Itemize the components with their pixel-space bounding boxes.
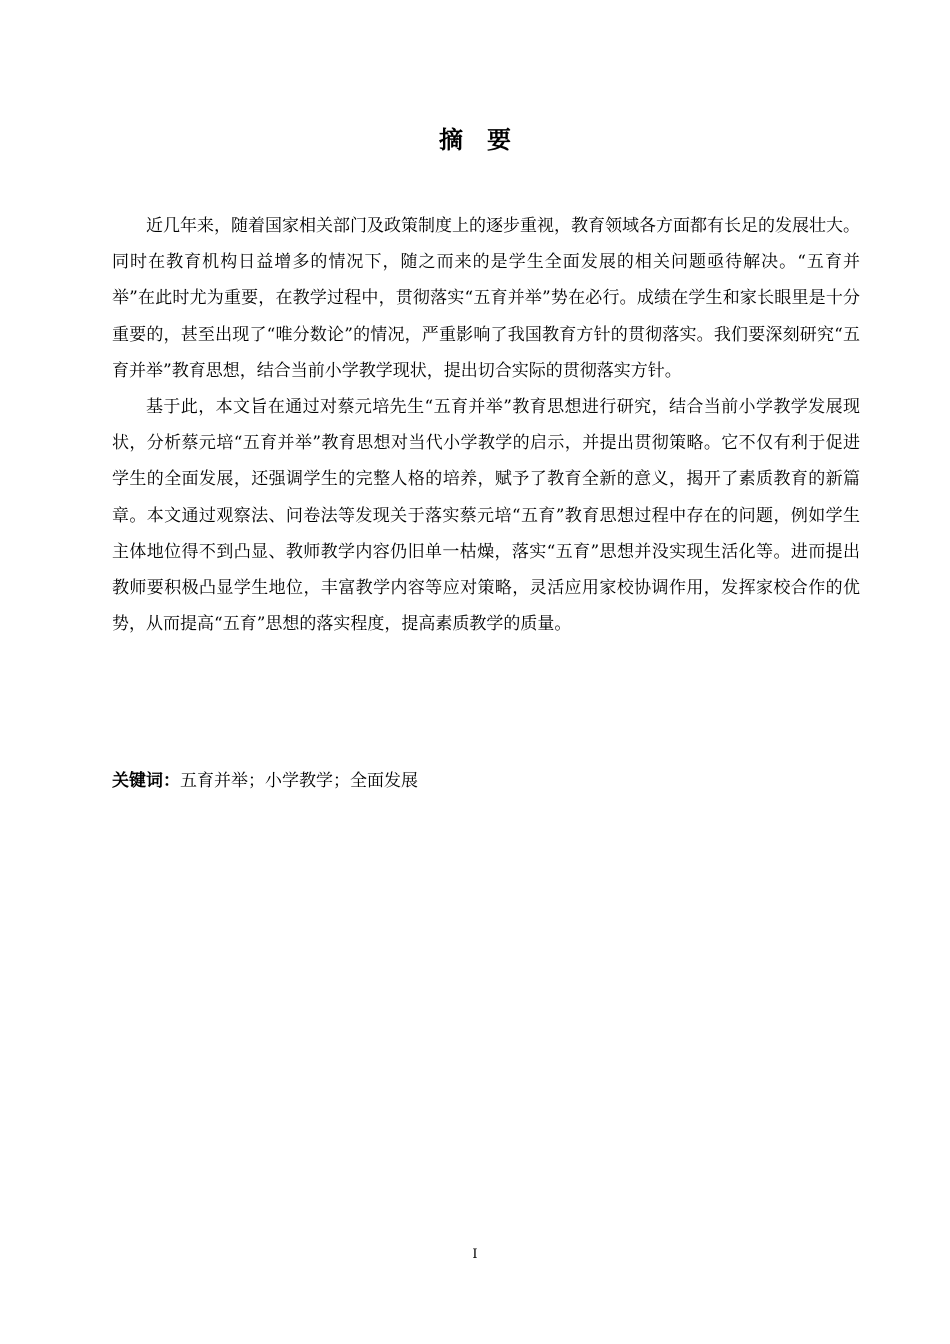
title-char-2: 要: [487, 126, 511, 154]
keywords-line: [112, 766, 860, 796]
abstract-paragraph-2: 基于此，本文旨在通过对蔡元培先生“五育并举”教育思想进行研究，结合当前小学教学发展现状，分析蔡元培“五育并举”教育思想对当代小学教学的启示，并提出贯彻策略。它不仅有利于促进学生的全面发展，还强调学生的完整人格的培养，赋予了教育全新的意义，揭开了素质教育的新篇章。本文通过观察法、问卷法等发现关于落实蔡元培“五育”教育思想过程中存在的问题，例如学生主体地位得不到凸显、教师教学内容仍旧单一枯燥，落实“五育”思想并没实现生活化等。进而提出教师要积极凸显学生地位，丰富教学内容等应对策略，灵活应用家校协调作用，发挥家校合作的优势，从而提高“五育”思想的落实程度，提高素质教学的质量。: [112, 397, 860, 635]
title-char-1: 摘: [439, 126, 463, 154]
abstract-body: [112, 208, 860, 642]
page-title: [0, 120, 950, 160]
page-number: I: [472, 1247, 478, 1262]
keywords-label: 关键词：: [112, 771, 180, 791]
keywords-value: 五育并举；小学教学；全面发展: [180, 771, 418, 791]
abstract-paragraph-1: 近几年来，随着国家相关部门及政策制度上的逐步重视，教育领域各方面都有长足的发展壮大。同时在教育机构日益增多的情况下，随之而来的是学生全面发展的相关问题亟待解决。“五育并举”在此时尤为重要，在教学过程中，贯彻落实“五育并举”势在必行。成绩在学生和家长眼里是十分重要的，甚至出现了“唯分数论”的情况，严重影响了我国教育方针的贯彻落实。我们要深刻研究“五育并举”教育思想，结合当前小学教学现状，提出切合实际的贯彻落实方针。: [112, 216, 860, 381]
